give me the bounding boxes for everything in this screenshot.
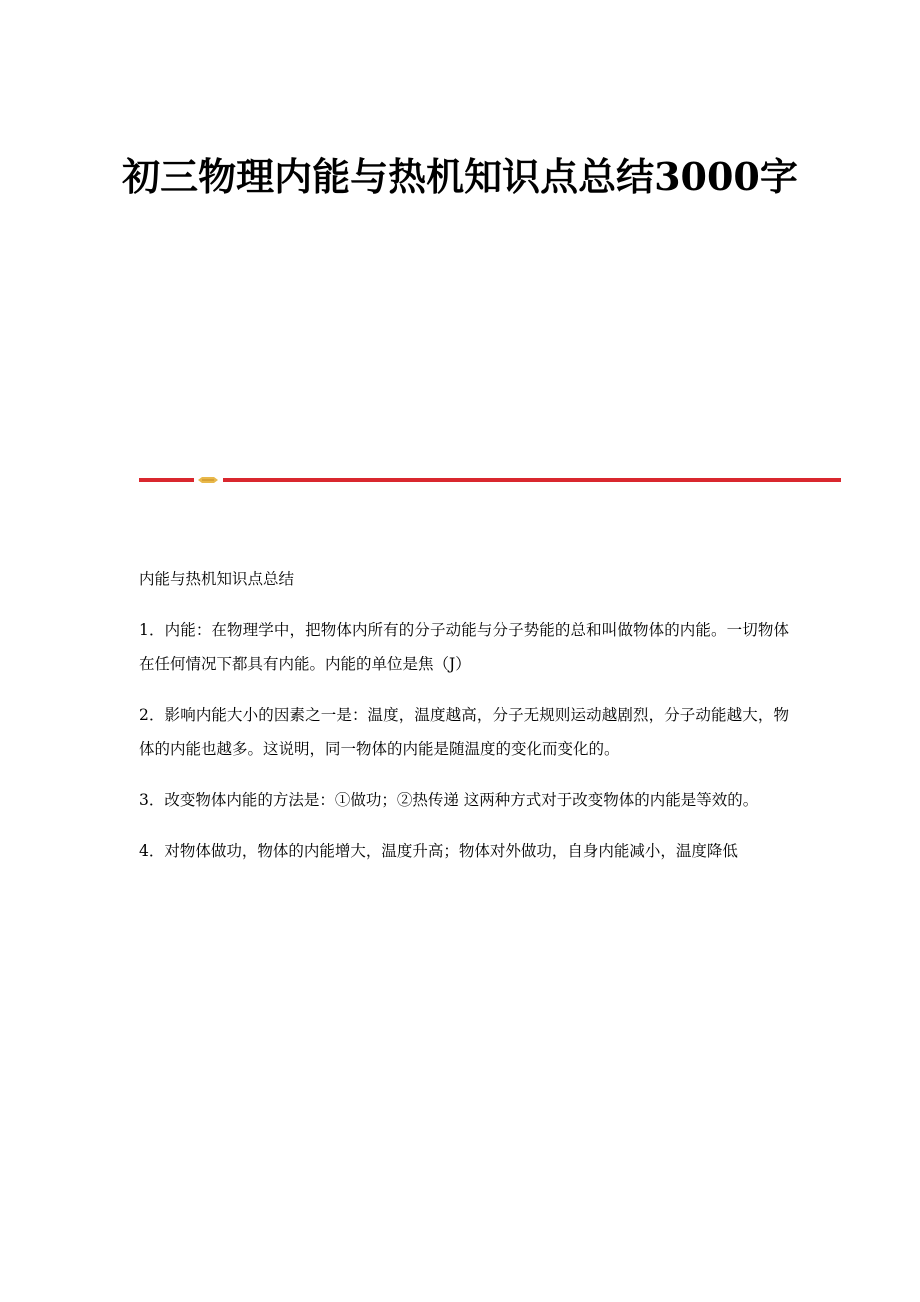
paragraph-4: 4．对物体做功，物体的内能增大，温度升高；物体对外做功，自身内能减小，温度降低 (139, 842, 738, 860)
paragraph-1: 1．内能：在物理学中，把物体内所有的分子动能与分子势能的总和叫做物体的内能。一切物体在任何情况下都具有内能。内能的单位是焦（J） (139, 621, 789, 673)
pencil-icon (198, 476, 218, 484)
document-title: 初三物理内能与热机知识点总结3000字 (122, 154, 798, 199)
divider-line-right (223, 478, 841, 482)
divider-line-left (139, 478, 194, 482)
paragraph-3: 3．改变物体内能的方法是：①做功；②热传递 这两种方式对于改变物体的内能是等效的。 (139, 791, 759, 809)
section-subtitle: 内能与热机知识点总结 (139, 570, 295, 588)
title-divider (139, 476, 841, 484)
document-body (139, 563, 789, 885)
paragraph-2: 2．影响内能大小的因素之一是：温度，温度越高，分子无规则运动越剧烈，分子动能越大，物体的内能也越多。这说明，同一物体的内能是随温度的变化而变化的。 (139, 706, 789, 758)
